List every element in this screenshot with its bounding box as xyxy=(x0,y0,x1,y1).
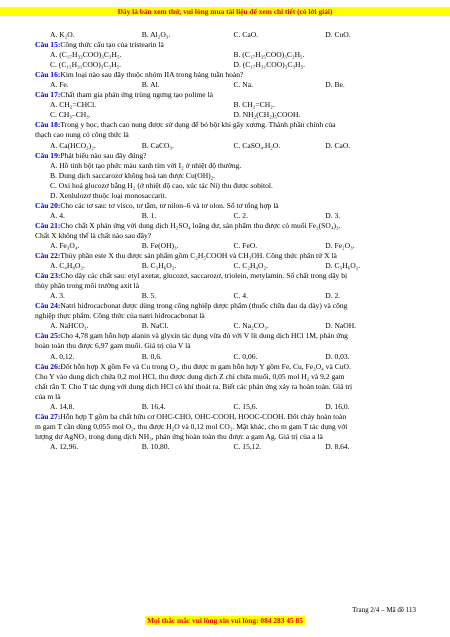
q26-stem xyxy=(35,362,417,372)
q20-option-a: A. 4. xyxy=(50,210,65,220)
q16-text: Kim loại nào sau đây thuộc nhóm IIA trong bảng tuần hoàn? xyxy=(60,70,244,80)
q27-option-d: D. 8,64. xyxy=(325,441,350,451)
q17-option-d: D. NH₂(CH₂)₅COOH. xyxy=(233,110,301,120)
q19-option-c-row xyxy=(35,181,417,191)
q25-option-b: B. 0,6. xyxy=(141,351,162,361)
q25-stem-cont xyxy=(35,341,417,351)
q21-option-c: C. FeO. xyxy=(233,240,258,250)
q19-stem xyxy=(35,151,417,161)
q23-option-d: D. 2. xyxy=(325,291,341,301)
q14-option-d: D. CuO. xyxy=(325,30,351,39)
q27-option-b: B. 10,80. xyxy=(141,441,170,451)
q22-option-b: B. C₃H₆O₂. xyxy=(141,261,177,271)
q19-option-d-row xyxy=(35,191,417,201)
q26-text-line3: chất rắn T. Cho T tác dụng với dung dịch HCl có khí thoát ra. Biết các phản ứng xảy ra hoàn toàn. Giá trị xyxy=(35,381,353,391)
q21-stem-cont xyxy=(35,231,417,241)
q23-option-a: A. 3. xyxy=(50,291,65,301)
q16-options xyxy=(35,80,417,90)
q27-option-a: A. 12,96. xyxy=(50,441,79,451)
q18-number: Câu 18: xyxy=(35,120,61,130)
q17-option-b: B. CH₂=CH₂. xyxy=(233,100,275,110)
q18-text-line2: thạch cao nung có công thức là xyxy=(35,130,129,140)
q26-text-line4: của m là xyxy=(35,391,61,401)
q27-stem-cont2 xyxy=(35,422,417,432)
q24-number: Câu 24: xyxy=(35,301,61,311)
q25-options xyxy=(35,352,417,362)
q27-options xyxy=(35,442,417,452)
q24-options xyxy=(35,321,417,331)
q27-number: Câu 27: xyxy=(35,411,61,421)
q26-stem-cont2 xyxy=(35,372,417,382)
q27-text-line1: Hỗn hợp T gồm ba chất hữu cơ OHC-CHO, OHC-COOH, HOOC-COOH. Đốt cháy hoàn toàn xyxy=(60,411,347,421)
q19-option-a: A. Hồ tinh bột tạo phức màu xanh tím với I₂ ở nhiệt độ thường. xyxy=(50,160,242,170)
q25-option-d: D. 0,03. xyxy=(325,351,350,361)
q26-number: Câu 26: xyxy=(35,361,61,371)
q19-option-b-row xyxy=(35,171,417,181)
q24-option-c: C. Na₂CO₃. xyxy=(233,321,269,331)
q22-options xyxy=(35,261,417,271)
q15-stem xyxy=(35,40,417,50)
q23-text-line1: Cho dãy các chất sau: etyl axetat, glucozơ, saccarozơ, triolein, metylamin. Số chất trong dãy bị xyxy=(60,271,348,281)
q26-text-line2: Cho Y vào dung dịch chứa 0,2 mol HCl, thu được dung dịch Z chỉ chứa muối, 0,05 mol H₂ và 9,2 gam xyxy=(35,371,345,381)
q16-option-b: B. Al. xyxy=(141,80,160,90)
q27-stem xyxy=(35,412,417,422)
q21-stem xyxy=(35,221,417,231)
q25-option-c: C. 0,06. xyxy=(233,351,258,361)
exam-content xyxy=(35,30,417,452)
q20-options xyxy=(35,211,417,221)
q16-option-c: C. Na. xyxy=(233,80,253,90)
q23-stem xyxy=(35,271,417,281)
q20-number: Câu 20: xyxy=(35,200,61,210)
preview-banner-text: Đây là bản xem thử, vui lòng mua tài liệu để xem chi tiết (có lời giải) xyxy=(117,7,333,16)
q19-option-b: B. Dung dịch saccarozơ không hoà tan được Cu(OH)₂. xyxy=(50,170,216,180)
q17-options-row2 xyxy=(35,110,417,120)
q26-options xyxy=(35,402,417,412)
q22-stem xyxy=(35,251,417,261)
q26-text-line1: Đốt hỗn hợp X gồm Fe và Cu trong O₂, thu được m gam hỗn hợp Y gồm Fe, Cu, Fe₃O₄ và CuO. xyxy=(60,361,351,371)
q20-option-d: D. 3. xyxy=(325,210,341,220)
q18-option-b: B. CaCO₃. xyxy=(141,140,174,150)
q27-option-c: C. 15,12. xyxy=(233,441,262,451)
q15-option-d: D. (C₁₇H₃₁COO)₃C₃H₅. xyxy=(233,60,305,70)
q22-option-c: C. C₂H₄O₂. xyxy=(233,261,269,271)
q24-stem-cont xyxy=(35,311,417,321)
q16-number: Câu 16: xyxy=(35,70,61,80)
q14-option-c: C. CaO. xyxy=(233,30,259,39)
q24-text-line2: nghiệp thực phẩm. Công thức của natri hiđrocacbonat là xyxy=(35,311,205,321)
q25-stem xyxy=(35,331,417,341)
q19-option-c: C. Oxi hoá glucozơ bằng H₂ (ở nhiệt độ cao, xúc tác Ni) thu được sobitol. xyxy=(50,180,273,190)
q22-number: Câu 22: xyxy=(35,251,61,261)
q22-text: Thủy phân este X thu được sản phẩm gồm C₂H₅COOH và CH₃OH. Công thức phân tử X là xyxy=(60,251,337,261)
q25-number: Câu 25: xyxy=(35,331,61,341)
q18-text-line1: Trong y học, thạch cao nung được sử dụng để bó bột khi gãy xương. Thành phần chính của xyxy=(60,120,336,130)
q27-text-line3: lượng dư AgNO₃ trong dung dịch NH₃, phản ứng hoàn toàn thu được a gam Ag. Giá trị của a là xyxy=(35,431,323,441)
q26-option-b: B. 16,4. xyxy=(141,401,166,411)
q18-stem xyxy=(35,120,417,130)
contact-banner-text: Mọi thắc mắc vui lòng xin vui lòng: 084 283 45 85 xyxy=(147,616,303,625)
q26-option-c: C. 15,6. xyxy=(233,401,258,411)
q15-options-row2 xyxy=(35,60,417,70)
q24-option-b: B. NaCl. xyxy=(141,321,169,331)
q21-option-d: D. Fe₂O₃. xyxy=(325,240,355,250)
q20-option-b: B. 1. xyxy=(141,210,157,220)
q16-option-d: D. Be. xyxy=(325,80,345,90)
q24-option-a: A. NaHCO₃. xyxy=(50,321,89,331)
q15-option-c: C. (C₁₅H₃₁COO)₃C₃H₅. xyxy=(50,60,122,70)
q26-option-d: D. 16,0. xyxy=(325,401,350,411)
q22-option-d: D. C₅H₆O₂. xyxy=(325,261,361,271)
q21-option-a: A. Fe₃O₄. xyxy=(50,240,80,250)
q25-option-a: A. 0,12. xyxy=(50,351,75,361)
q21-text-line2: Chất X không thể là chất nào sau đây? xyxy=(35,230,152,240)
q21-options xyxy=(35,241,417,251)
q23-option-b: B. 5. xyxy=(141,291,157,301)
q26-stem-cont4 xyxy=(35,392,417,402)
q25-text-line1: Cho 4,78 gam hỗn hợp alanin và glyxin tác dụng vừa đủ với V lít dung dịch HCl 1M, phản ứng xyxy=(60,331,348,341)
q18-option-a: A. Ca(HCO₃)₂. xyxy=(50,140,96,150)
q20-text: Cho các tơ sau: tơ visco, tơ tằm, tơ nilon–6 và tơ olon. Số tơ tổng hợp là xyxy=(60,200,279,210)
q16-option-a: A. Fe. xyxy=(50,80,69,90)
q15-number: Câu 15: xyxy=(35,40,61,50)
q17-stem xyxy=(35,90,417,100)
q19-number: Câu 19: xyxy=(35,150,61,160)
q23-text-line2: thủy phân trong môi trường axit là xyxy=(35,281,140,291)
q17-number: Câu 17: xyxy=(35,90,61,100)
q24-text-line1: Natri hiđrocacbonat được dùng trong công nghiệp dược phẩm (thuốc chữa đau dạ dày) và công xyxy=(60,301,348,311)
q15-option-b: B. (C₁₇H₃₅COO)₃C₃H₅. xyxy=(233,50,305,60)
q27-stem-cont3 xyxy=(35,432,417,442)
q23-number: Câu 23: xyxy=(35,271,61,281)
q21-number: Câu 21: xyxy=(35,220,61,230)
q20-option-c: C. 2. xyxy=(233,210,248,220)
q14-option-b: B. Al₂O₃. xyxy=(141,30,171,39)
q23-options xyxy=(35,291,417,301)
q14-options xyxy=(35,30,417,40)
q19-option-d: D. Xenlulozơ thuộc loại monosaccarit. xyxy=(50,190,167,200)
q26-stem-cont3 xyxy=(35,382,417,392)
q27-text-line2: m gam T cần dùng 0,055 mol O₂, thu được H₂O và 0,12 mol CO₂. Mặt khác, cho m gam T tác dụng với xyxy=(35,421,348,431)
q21-text-line1: Cho chất X phản ứng với dung dịch H₂SO₄ loãng dư, sản phẩm thu được có muối Fe₂(SO₄)₃. xyxy=(60,220,341,230)
q24-stem xyxy=(35,301,417,311)
q18-stem-cont xyxy=(35,130,417,140)
q18-option-d: D. CaO. xyxy=(325,140,351,150)
q19-option-a-row xyxy=(35,161,417,171)
q20-stem xyxy=(35,201,417,211)
q15-options-row1 xyxy=(35,50,417,60)
preview-banner xyxy=(0,7,450,16)
contact-banner xyxy=(0,616,450,625)
q16-stem xyxy=(35,70,417,80)
q22-option-a: A. C₄H₈O₂. xyxy=(50,261,85,271)
q15-text: Công thức cấu tạo của tristearin là xyxy=(60,40,164,50)
q15-option-a: A. (C₁₇H₃₃COO)₃C₃H₅. xyxy=(50,50,122,60)
q25-text-line2: hoàn toàn thu được 6,97 gam muối. Giá trị của V là xyxy=(35,341,191,351)
q21-option-b: B. Fe(OH)₃. xyxy=(141,240,179,250)
q17-text: Chất tham gia phản ứng trùng ngưng tạo polime là xyxy=(60,90,213,100)
q24-option-d: D. NaOH. xyxy=(325,321,357,331)
q18-options xyxy=(35,141,417,151)
q18-option-c: C. CaSO₄.H₂O. xyxy=(233,140,281,150)
q14-option-a: A. K₂O. xyxy=(50,30,75,39)
q23-option-c: C. 4. xyxy=(233,291,248,301)
page-footer: Trang 2/4 – Mã đề 113 xyxy=(352,606,416,614)
q17-option-c: C. CH₃–CH₃. xyxy=(50,110,91,120)
q19-text: Phát biểu nào sau đây đúng? xyxy=(60,150,147,160)
q23-stem-cont xyxy=(35,281,417,291)
q26-option-a: A. 14,8. xyxy=(50,401,75,411)
q17-options-row1 xyxy=(35,100,417,110)
q17-option-a: A. CH₂=CHCl. xyxy=(50,100,97,110)
